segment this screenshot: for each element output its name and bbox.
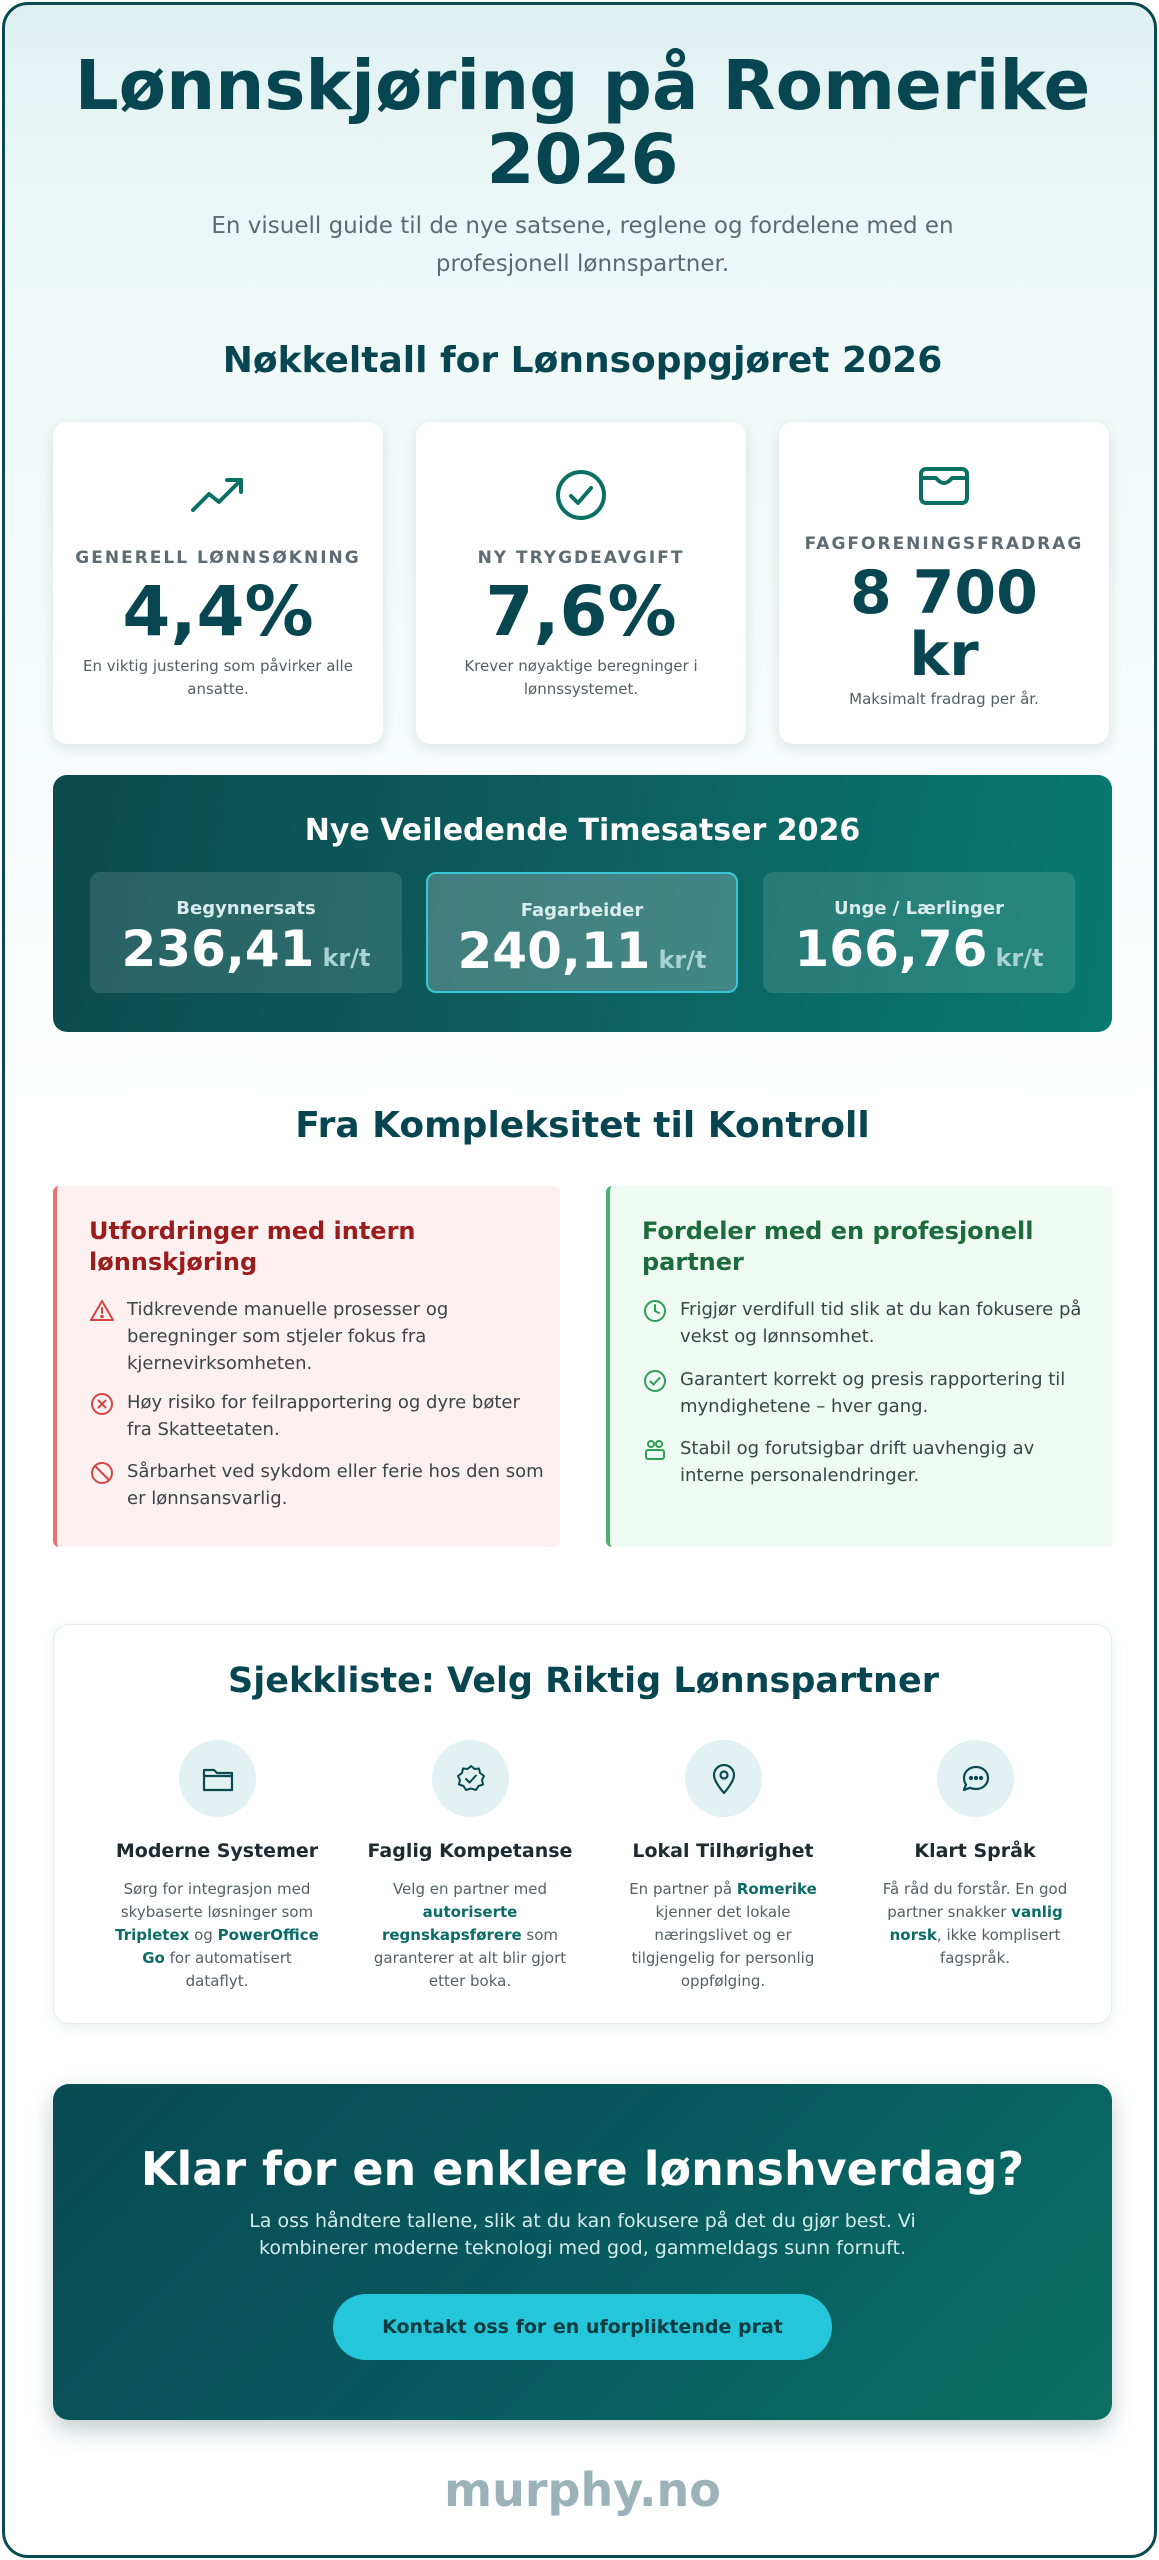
hourly-rates-title: Nye Veiledende Timesatser 2026 — [304, 813, 861, 848]
key-card-value: 7,6% — [485, 572, 677, 652]
check-circle-icon — [416, 467, 746, 527]
rate-unit: kr/t — [995, 944, 1044, 972]
challenge-text: Høy risiko for feilrapportering og dyre bøter fra Skatteetaten. — [127, 1392, 520, 1440]
contact-button[interactable]: Kontakt oss for en uforpliktende prat — [333, 2294, 832, 2360]
checklist-item-title: Klart Språk — [914, 1840, 1036, 1862]
cta-title: Klar for en enklere lønnshverdag? — [140, 2142, 1025, 2196]
checklist-item-desc: Velg en partner med autoriserte regnskapsførere som garanterer at alt blir gjort etter boka. — [373, 1880, 567, 1990]
rate-label: Unge / Lærlinger — [834, 898, 1004, 919]
infographic — [2, 2, 1157, 2558]
checklist-title: Sjekkliste: Velg Riktig Lønnspartner — [228, 1661, 939, 1701]
rate-skilled-worker — [426, 872, 738, 993]
benefits-title: Fordeler med en profesjonell partner — [642, 1217, 1034, 1276]
x-circle-icon — [89, 1391, 115, 1417]
rate-value: 166,76 kr/t — [794, 920, 1044, 978]
trending-up-icon — [53, 470, 383, 530]
benefit-text: Garantert korrekt og presis rapportering til myndighetene – hver gang. — [680, 1369, 1066, 1417]
key-card-desc: En viktig justering som påvirker alle ansatte. — [83, 657, 353, 698]
map-pin-icon — [685, 1740, 762, 1817]
rate-unit: kr/t — [658, 946, 707, 974]
warning-icon — [89, 1298, 115, 1324]
checklist-item-title: Faglig Kompetanse — [367, 1840, 573, 1862]
benefit-text: Frigjør verdifull tid slik at du kan fokusere på vekst og lønnsomhet. — [680, 1299, 1082, 1347]
ban-icon — [89, 1460, 115, 1486]
cta-panel — [53, 2084, 1112, 2420]
rate-youth-apprentices — [763, 872, 1075, 993]
key-card-label: FAGFORENINGSFRADRAG — [804, 534, 1084, 554]
rate-value: 240,11 kr/t — [457, 922, 707, 980]
challenge-text: Tidkrevende manuelle prosesser og beregninger som stjeler fokus fra kjernevirksomheten. — [127, 1299, 449, 1374]
key-card-label: NY TRYGDEAVGIFT — [477, 548, 685, 568]
check-circle-icon — [642, 1368, 668, 1394]
key-card-label: GENERELL LØNNSØKNING — [75, 548, 361, 568]
folder-icon — [179, 1740, 256, 1817]
rate-label: Fagarbeider — [520, 900, 644, 921]
page-subtitle: En visuell guide til de nye satsene, reglene og fordelene med en profesjonell lønnspartner. — [211, 213, 954, 277]
rate-unit: kr/t — [322, 944, 371, 972]
checklist-item-desc: En partner på Romerike kjenner det lokale næringslivet og er tilgjengelig for personlig oppfølging. — [629, 1880, 817, 1990]
checklist-item-desc: Sørg for integrasjon med skybaserte løsninger som Tripletex og PowerOffice Go for automatisert dataflyt. — [115, 1880, 319, 1990]
key-card-insurance-fee — [416, 422, 746, 744]
rate-value: 236,41 kr/t — [121, 920, 371, 978]
benefit-text: Stabil og forutsigbar drift uavhengig av interne personalendringer. — [680, 1438, 1035, 1486]
hourly-rates-panel — [53, 775, 1112, 1032]
checklist-panel — [53, 1624, 1112, 2024]
cta-text: La oss håndtere tallene, slik at du kan fokusere på det du gjør best. Vi kombinerer moderne teknologi med god, gammeldags sunn fornuft. — [249, 2210, 916, 2259]
key-card-desc: Krever nøyaktige beregninger i lønnssystemet. — [464, 657, 698, 698]
key-figures-title: Nøkkeltall for Lønnsoppgjøret 2026 — [222, 340, 943, 381]
compare-title: Fra Kompleksitet til Kontroll — [295, 1105, 870, 1146]
benefits-panel — [606, 1186, 1113, 1547]
challenge-text: Sårbarhet ved sykdom eller ferie hos den som er lønnsansvarlig. — [127, 1461, 544, 1509]
rate-beginner — [90, 872, 402, 993]
key-card-value: 8 700 kr — [850, 558, 1038, 690]
challenges-panel — [53, 1186, 560, 1547]
wallet-icon — [779, 462, 1109, 522]
page-title: Lønnskjøring på Romerike 2026 — [74, 46, 1091, 200]
key-card-salary-increase — [53, 422, 383, 744]
clock-icon — [642, 1298, 668, 1324]
team-icon — [642, 1437, 668, 1463]
key-card-value: 4,4% — [122, 572, 314, 652]
badge-check-icon — [432, 1740, 509, 1817]
footer-brand[interactable]: murphy.no — [444, 2463, 721, 2517]
checklist-item-desc: Få råd du forstår. En god partner snakker vanlig norsk, ikke komplisert fagspråk. — [882, 1880, 1068, 1967]
checklist-item-title: Moderne Systemer — [115, 1840, 319, 1862]
challenges-title: Utfordringer med intern lønnskjøring — [89, 1217, 416, 1276]
key-card-desc: Maksimalt fradrag per år. — [849, 690, 1039, 708]
checklist-item-title: Lokal Tilhørighet — [632, 1840, 814, 1862]
chat-bubble-icon — [937, 1740, 1014, 1817]
rate-label: Begynnersats — [176, 898, 316, 919]
key-card-union-deduction — [779, 422, 1109, 744]
